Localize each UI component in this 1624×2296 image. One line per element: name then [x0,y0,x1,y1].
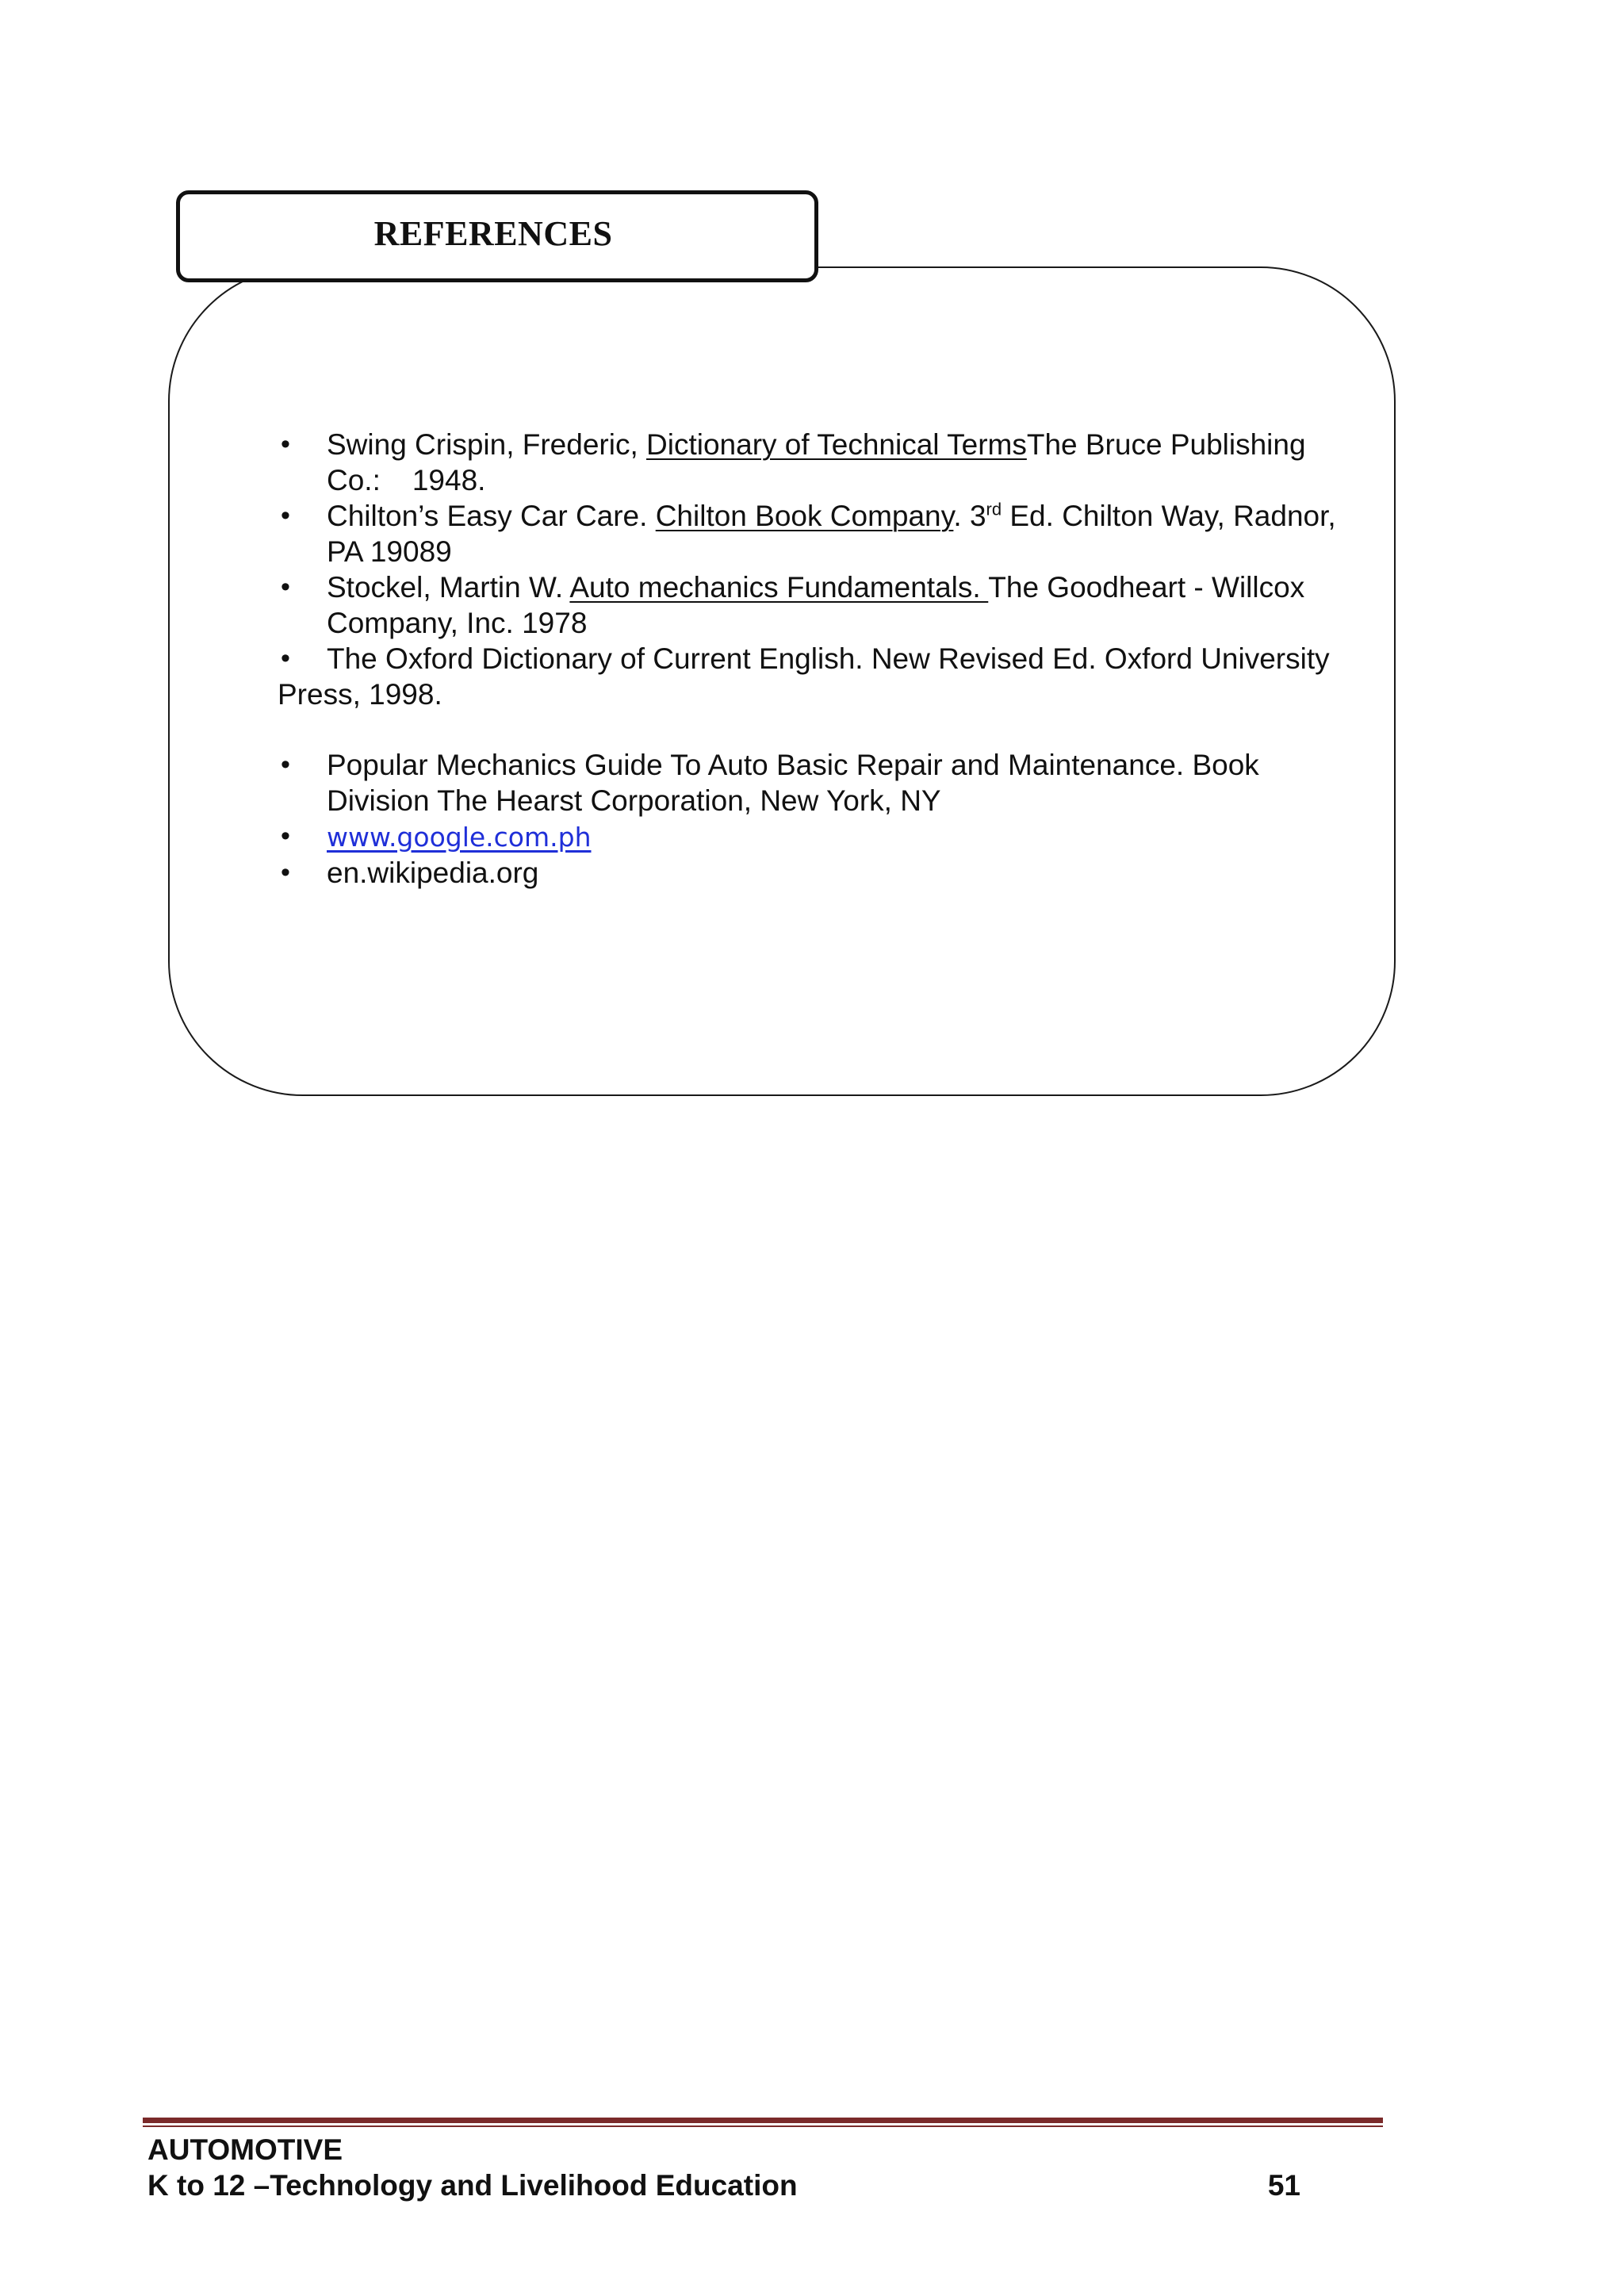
reference-title: Chilton Book Company [655,500,954,532]
page-footer [147,2132,1308,2203]
page-number: 51 [1267,2169,1300,2202]
list-spacer [278,712,1340,747]
reference-item [278,818,1340,855]
reference-text: Stockel, Martin W. [327,571,570,604]
reference-text: The Bruce Publishing Co.: [327,428,1306,496]
footer-rule-thin [143,2125,1383,2127]
bullet-icon: • [281,429,290,459]
footer-subject: AUTOMOTIVE [147,2133,343,2166]
bullet-icon: • [281,500,290,531]
reference-text: Popular Mechanics Guide To Auto Basic Repair and Maintenance. Book Division The Hearst Corporation, New York, NY [327,749,1259,817]
reference-text: en.wikipedia.org [327,857,539,889]
bullet-icon: • [281,749,290,780]
reference-item [278,641,1340,677]
references-heading: REFERENCES [373,213,613,253]
reference-title: Auto mechanics Fundamentals. [569,571,989,604]
reference-text: The Oxford Dictionary of Current English. New Revised Ed. Oxford University [327,642,1330,675]
reference-text: Ed. Chilton Way, Radnor, PA 19089 [327,500,1336,568]
bullet-icon: • [281,643,290,673]
references-heading-tab [176,190,818,282]
reference-text: 1948. [412,464,486,496]
footer-course: K to 12 –Technology and Livelihood Education [147,2169,798,2202]
footer-row [147,2168,1308,2203]
reference-item [278,498,1340,569]
reference-link[interactable]: www.google.com.ph [327,822,592,853]
reference-title: Dictionary of Technical Terms [646,428,1027,461]
reference-text: . 3 [953,500,986,532]
reference-item [278,747,1340,818]
reference-text: Swing Crispin, Frederic, [327,428,647,461]
reference-text: Chilton’s Easy Car Care. [327,500,656,532]
references-list [278,427,1340,891]
bullet-icon: • [281,821,290,851]
reference-item [278,569,1340,641]
references-group-secondary [278,747,1340,891]
reference-item [278,427,1340,498]
reference-text: The Goodheart - Willcox Company, Inc. 1978 [327,571,1305,639]
reference-item [278,855,1340,891]
bullet-icon: • [281,857,290,887]
footer-rule [143,2118,1383,2123]
reference-continuation-line: Press, 1998. [278,678,442,711]
bullet-icon: • [281,572,290,602]
superscript: rd [986,499,1002,519]
references-group-primary [278,427,1340,677]
